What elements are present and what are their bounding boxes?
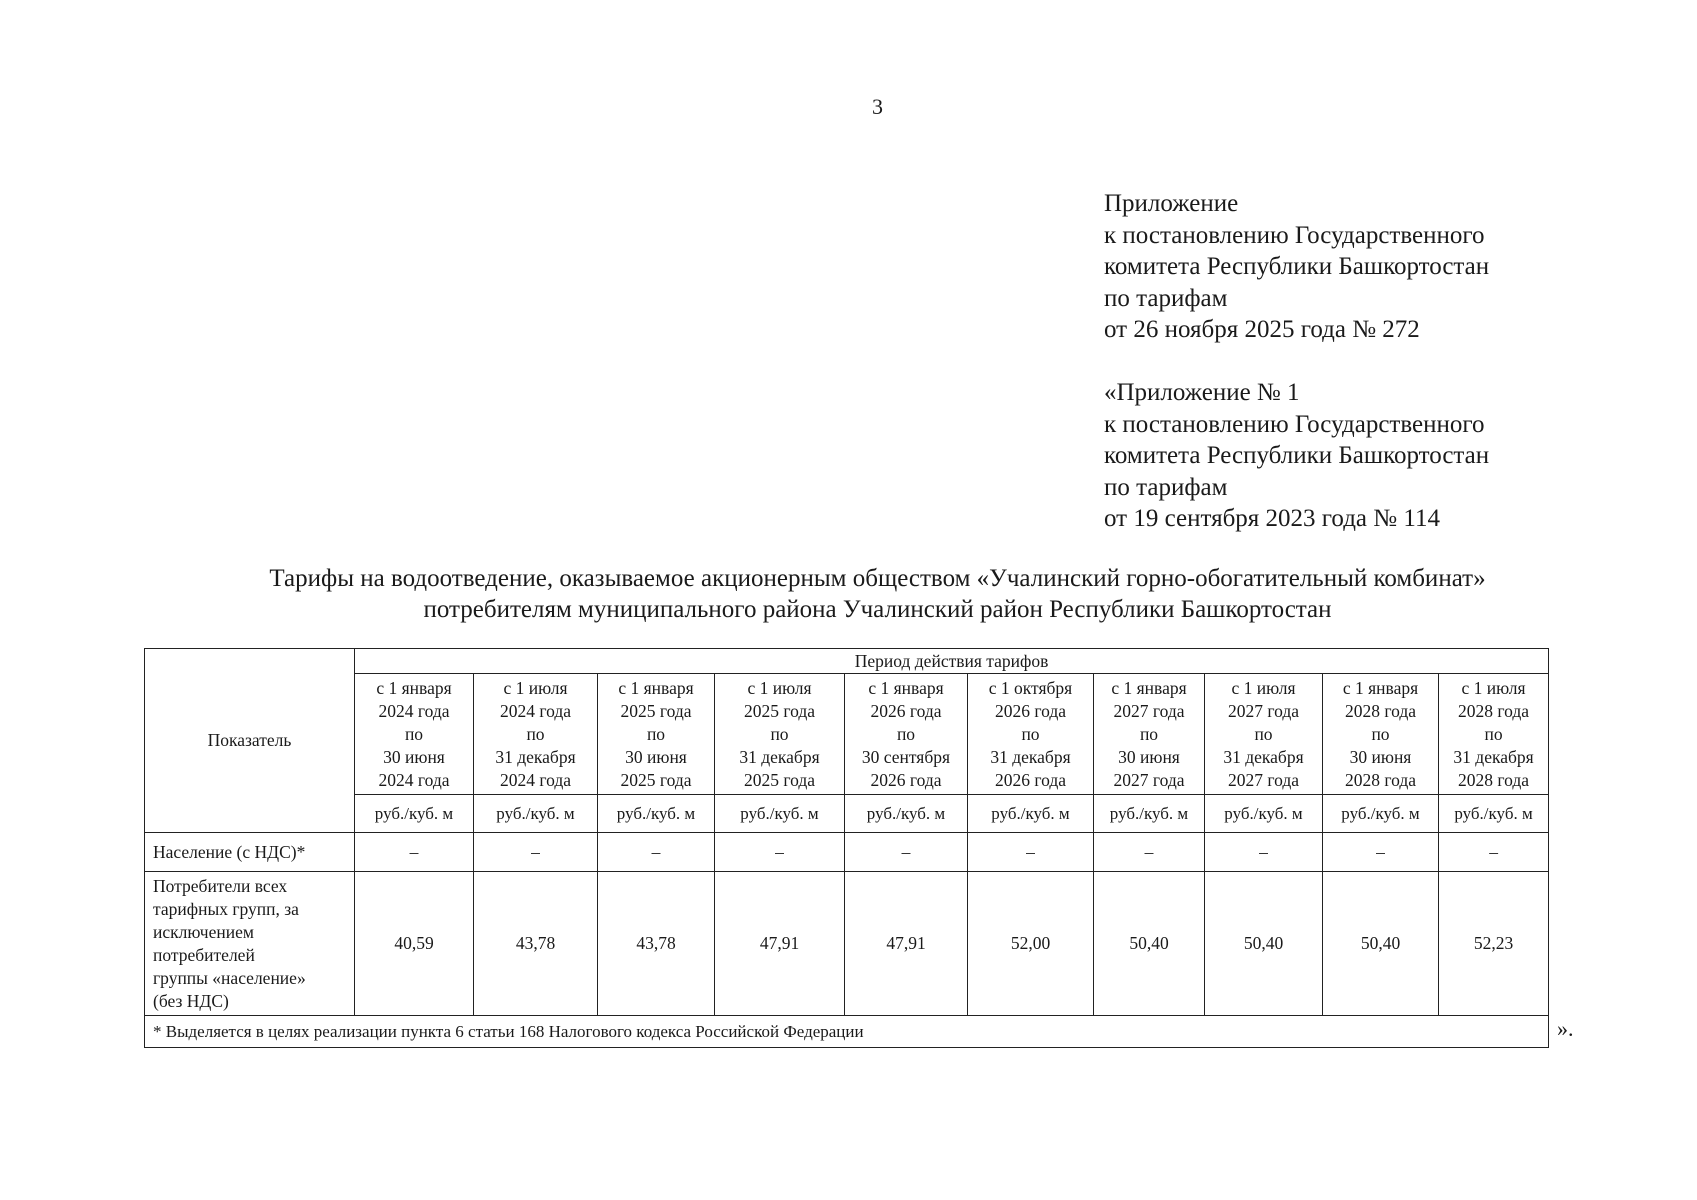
period-line: 31 декабря — [990, 746, 1071, 767]
period-line: с 1 января — [1342, 677, 1419, 698]
value-cell: 52,00 — [968, 872, 1094, 1016]
period-line: 2028 года — [1458, 769, 1530, 790]
period-line: с 1 июля — [1461, 677, 1526, 698]
value-cell: 43,78 — [474, 872, 598, 1016]
tariff-table — [144, 648, 1549, 1048]
unit-cell: руб./куб. м — [598, 795, 715, 833]
period-line: с 1 января — [618, 677, 694, 698]
period-line: по — [1371, 723, 1390, 744]
period-line: 2028 года — [1344, 700, 1417, 721]
appendix-line: «Приложение № 1 — [1104, 379, 1300, 406]
table-row-population — [145, 833, 1549, 872]
appendix-line: от 26 ноября 2025 года № 272 — [1104, 316, 1420, 343]
period-line: 2028 года — [1344, 769, 1417, 790]
period-line: с 1 января — [1111, 677, 1187, 698]
period-line: 2026 года — [870, 700, 942, 721]
period-line: 31 декабря — [739, 746, 820, 767]
appendix-line: по тарифам — [1104, 284, 1228, 312]
row-label-line: группы «население» — [153, 967, 306, 988]
period-line: 2027 года — [1113, 700, 1185, 721]
appendix-original-header — [1104, 377, 1489, 535]
value-cell: – — [1323, 833, 1439, 872]
unit-cell: руб./куб. м — [1439, 795, 1549, 833]
value-cell: 43,78 — [598, 872, 715, 1016]
unit-cell: руб./куб. м — [845, 795, 968, 833]
unit-cell: руб./куб. м — [1094, 795, 1205, 833]
unit-cell: руб./куб. м — [968, 795, 1094, 833]
period-line: 31 декабря — [1453, 746, 1534, 767]
period-line: по — [770, 723, 789, 744]
document-title — [0, 563, 1697, 625]
value-cell: – — [355, 833, 474, 872]
period-line: 30 июня — [625, 746, 687, 767]
row-label-line: потребителей — [153, 944, 255, 965]
period-cell — [715, 674, 845, 795]
value-cell: 47,91 — [845, 872, 968, 1016]
period-line: с 1 января — [376, 677, 452, 698]
period-line: 2028 года — [1458, 700, 1530, 721]
unit-cell: руб./куб. м — [1205, 795, 1323, 833]
period-cell — [845, 674, 968, 795]
value-cell: 50,40 — [1323, 872, 1439, 1016]
period-line: 30 июня — [383, 746, 445, 767]
period-cell — [1094, 674, 1205, 795]
value-cell: 50,40 — [1205, 872, 1323, 1016]
appendix-line: от 19 сентября 2023 года № 114 — [1104, 505, 1440, 532]
value-cell: – — [968, 833, 1094, 872]
value-cell: 40,59 — [355, 872, 474, 1016]
period-line: по — [646, 723, 666, 744]
period-line: с 1 июля — [747, 677, 812, 698]
unit-cell: руб./куб. м — [474, 795, 598, 833]
period-line: 2024 года — [378, 769, 450, 790]
appendix-line: по тарифам — [1104, 473, 1228, 501]
unit-row — [145, 795, 1549, 833]
appendix-line: комитета Республики Башкортостан — [1104, 253, 1490, 280]
title-line-2: потребителям муниципального района Учалинский район Республики Башкортостан — [423, 596, 1332, 623]
row-label-line: (без НДС) — [153, 990, 229, 1011]
indicator-header: Показатель — [145, 649, 355, 833]
period-line: по — [526, 723, 545, 744]
period-line: 2024 года — [378, 700, 450, 721]
value-cell: 47,91 — [715, 872, 845, 1016]
period-line: по — [404, 723, 424, 744]
period-line: 2026 года — [870, 769, 942, 790]
appendix-line: Приложение — [1104, 190, 1239, 217]
value-cell: – — [598, 833, 715, 872]
value-cell: 52,23 — [1439, 872, 1549, 1016]
value-cell: – — [1094, 833, 1205, 872]
period-line: по — [1484, 723, 1503, 744]
table-row-consumers — [145, 872, 1549, 1016]
appendix-current-header — [1104, 188, 1489, 346]
value-cell: – — [474, 833, 598, 872]
period-line: с 1 октября — [988, 677, 1073, 698]
period-line: по — [1254, 723, 1273, 744]
appendix-line: к постановлению Государственного — [1104, 221, 1485, 249]
period-cell — [1323, 674, 1439, 795]
period-cell — [1439, 674, 1549, 795]
unit-cell: руб./куб. м — [355, 795, 474, 833]
period-cell — [1205, 674, 1323, 795]
table-footnote: * Выделяется в целях реализации пункта 6 статьи 168 Налогового кодекса Российской Федерации — [145, 1016, 1549, 1048]
period-line: 30 июня — [1349, 746, 1412, 767]
period-line: 2026 года — [994, 769, 1067, 790]
period-cell — [474, 674, 598, 795]
unit-cell: руб./куб. м — [715, 795, 845, 833]
row-label-line: тарифных групп, за — [153, 898, 299, 919]
row-label-consumers — [145, 872, 355, 1016]
period-line: 2025 года — [743, 700, 816, 721]
period-line: с 1 июля — [503, 677, 568, 698]
period-header: Период действия тарифов — [355, 649, 1549, 674]
value-cell: – — [845, 833, 968, 872]
period-line: 2027 года — [1227, 700, 1300, 721]
period-line: 2025 года — [743, 769, 816, 790]
row-label-line: исключением — [153, 921, 254, 942]
period-line: 2024 года — [499, 700, 572, 721]
period-line: 30 сентября — [861, 746, 951, 767]
closing-quote-mark: ». — [1557, 1016, 1574, 1041]
title-line-1: Тарифы на водоотведение, оказываемое акционерным обществом «Учалинский горно-обогатительный комбинат» — [269, 565, 1486, 592]
period-line: с 1 января — [868, 677, 944, 698]
period-line: 2026 года — [994, 700, 1067, 721]
page-number: 3 — [872, 94, 883, 119]
period-line: 30 июня — [1118, 746, 1180, 767]
row-label-line: Потребители всех — [153, 875, 288, 896]
value-cell: 50,40 — [1094, 872, 1205, 1016]
appendix-line: комитета Республики Башкортостан — [1104, 442, 1490, 469]
period-cell — [968, 674, 1094, 795]
period-line: 2025 года — [620, 700, 692, 721]
period-line: по — [896, 723, 916, 744]
period-line: 2024 года — [499, 769, 572, 790]
value-cell: – — [715, 833, 845, 872]
period-cell — [355, 674, 474, 795]
period-line: 2027 года — [1113, 769, 1185, 790]
period-line: 2025 года — [620, 769, 692, 790]
period-line: 31 декабря — [1223, 746, 1304, 767]
period-cell — [598, 674, 715, 795]
period-line: 31 декабря — [495, 746, 576, 767]
value-cell: – — [1439, 833, 1549, 872]
appendix-line: к постановлению Государственного — [1104, 410, 1485, 438]
unit-cell: руб./куб. м — [1323, 795, 1439, 833]
value-cell: – — [1205, 833, 1323, 872]
period-line: 2027 года — [1227, 769, 1300, 790]
row-label-population: Население (с НДС)* — [145, 833, 355, 872]
period-line: с 1 июля — [1231, 677, 1296, 698]
period-row — [145, 674, 1549, 795]
period-line: по — [1139, 723, 1159, 744]
period-line: по — [1021, 723, 1040, 744]
